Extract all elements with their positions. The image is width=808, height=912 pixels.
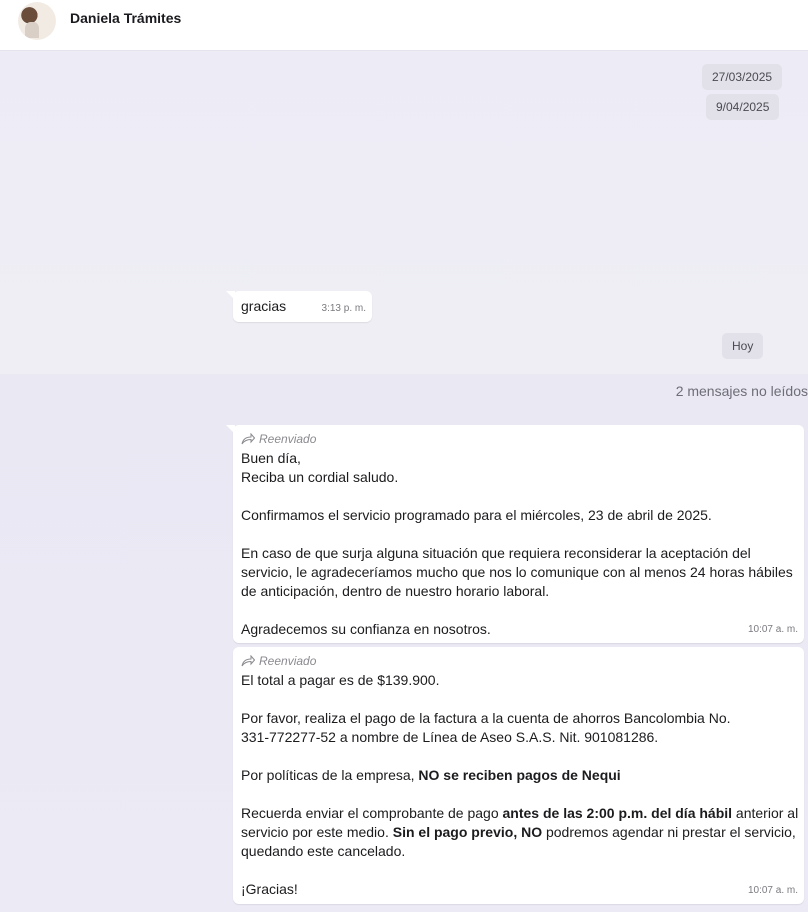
bold-text: antes de las 2:00 p.m. del día hábil bbox=[502, 805, 733, 821]
bold-text: NO se reciben pagos de Nequi bbox=[418, 767, 621, 783]
forwarded-label: Reenviado bbox=[259, 653, 317, 668]
message-bubble[interactable] bbox=[233, 291, 372, 322]
forwarded-label: Reenviado bbox=[259, 431, 317, 446]
message-line: Recuerda enviar el comprobante de pago antes de las 2:00 p.m. del día hábil anterior al bbox=[241, 805, 799, 821]
message-line bbox=[241, 525, 793, 544]
message-line: En caso de que surja alguna situación que requiera reconsiderar la aceptación del bbox=[241, 545, 751, 561]
chat-history bbox=[0, 52, 808, 374]
message-line: servicio, le agradeceríamos mucho que nos lo comunique con al menos 24 horas hábiles bbox=[241, 564, 793, 580]
avatar[interactable] bbox=[18, 2, 56, 40]
forwarded-indicator bbox=[241, 653, 798, 669]
message-text: gracias bbox=[241, 298, 287, 314]
message-time: 10:07 a. m. bbox=[747, 885, 798, 896]
message-line: servicio por este medio. Sin el pago previo, NO podremos agendar ni prestar el servicio, bbox=[241, 824, 796, 840]
message-line: Reciba un cordial saludo. bbox=[241, 469, 399, 485]
message-bubble[interactable] bbox=[233, 425, 804, 643]
message-line: quedando este cancelado. bbox=[241, 843, 406, 859]
message-line: Buen día, bbox=[241, 450, 301, 466]
message-time: 3:13 p. m. bbox=[321, 303, 366, 314]
forward-arrow-icon bbox=[241, 655, 255, 667]
unread-messages-label: 2 mensajes no leídos bbox=[675, 383, 808, 399]
message-line: ¡Gracias! bbox=[241, 881, 298, 897]
message-line: Agradecemos su confianza en nosotros. bbox=[241, 621, 491, 637]
message-line: de anticipación, dentro de nuestro horario laboral. bbox=[241, 583, 550, 599]
date-separator-today: Hoy bbox=[722, 333, 763, 359]
message-line: Por políticas de la empresa, NO se reciben pagos de Nequi bbox=[241, 767, 621, 783]
message-line: 331-772277-52 a nombre de Línea de Aseo S.A.S. Nit. 901081286. bbox=[241, 729, 659, 745]
message-line: El total a pagar es de $139.900. bbox=[241, 672, 440, 688]
contact-name[interactable]: Daniela Trámites bbox=[70, 10, 182, 26]
date-separator: 9/04/2025 bbox=[706, 94, 779, 120]
message-line bbox=[241, 601, 793, 620]
message-time: 10:07 a. m. bbox=[747, 624, 798, 635]
forwarded-indicator bbox=[241, 431, 793, 447]
date-separator: 27/03/2025 bbox=[702, 64, 782, 90]
bold-text: Sin el pago previo, NO bbox=[392, 824, 543, 840]
message-line: Por favor, realiza el pago de la factura a la cuenta de ahorros Bancolombia No. bbox=[241, 710, 731, 726]
forward-arrow-icon bbox=[241, 433, 255, 445]
message-line: Confirmamos el servicio programado para el miércoles, 23 de abril de 2025. bbox=[241, 507, 712, 523]
chat-header bbox=[0, 0, 808, 51]
message-line bbox=[241, 487, 793, 506]
message-bubble[interactable] bbox=[233, 647, 804, 904]
